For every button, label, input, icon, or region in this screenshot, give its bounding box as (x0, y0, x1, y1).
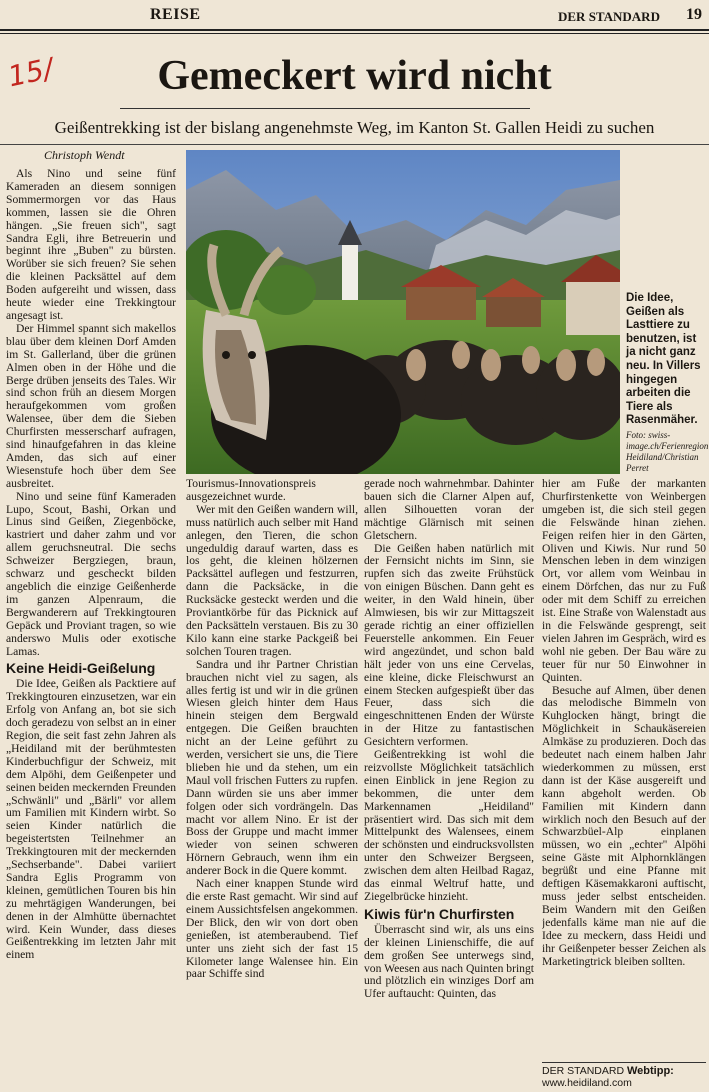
paragraph: hier am Fuße der markanten Churfirstenkette von Weinbergen umgeben ist, die sich steil gegen die Felswände hinan ziehen. Feigen reifen hier in den Gärten, Oliven und Kiwis. Nur rund 50 Menschen leben in dem winzigen Ort, vor allem vom Weinbau in einem Dörfchen, das nur zu Fuß oder mit dem Schiff zu erreichen ist. Eine Straße von Walenstadt aus in die Felswände gesprengt, seit vielen Jahren im Gespräch, wird es wohl nie geben. Der Bau wäre zu teuer für nur 50 Einwohner in Quinten. (542, 478, 706, 684)
goats-village-photo (186, 150, 620, 474)
byline: Christoph Wendt (44, 148, 125, 162)
webtip-url[interactable]: www.heidiland.com (542, 1077, 632, 1089)
header-rule-thin (0, 33, 709, 34)
newspaper-name: DER STANDARD (558, 9, 660, 24)
subheadline-rule (0, 144, 709, 145)
subheadline: Geißentrekking ist der bislang angenehmste Weg, im Kanton St. Gallen Heidi zu suchen (54, 118, 655, 137)
page-number: 19 (686, 6, 702, 23)
paragraph: Sandra und ihr Partner Christian brauchen nicht viel zu sagen, als alles fertig ist und wir in die grünen Wiesen gleich hinter dem Haus hinein steigen dem Bergwald entgegen. Die Geißen brauchten nicht an der Leine geführt zu werden, versichert sie uns, die Tiere blieben hie und da stehen, um ein Maul voll frischen Futters zu rupfen. Dann würden sie uns aber immer folgen oder sich vordrängeln. Das macht vor allem Nino. Er ist der Boss der Gruppe und macht immer wieder von seinen schweren Hörnern Gebrauch, wenn ihm ein anderer Bock in die Quere kommt. (186, 657, 358, 878)
webtip-label (542, 1065, 706, 1077)
section-heading: Kiwis für'n Churfirsten (364, 905, 515, 922)
page-header (0, 0, 709, 32)
paragraph: gerade noch wahrnehmbar. Dahinter bauen sich die Clarner Alpen auf, allen Silhouetten voran der mächtige Glärnisch mit seinen Gletschern. (364, 478, 534, 542)
webtip-paper: DER STANDARD (542, 1065, 625, 1077)
header-rule (0, 29, 709, 31)
handwritten-annotation: 15/ (5, 51, 57, 94)
paragraph: Besuche auf Almen, über denen das melodische Bimmeln von Kuhglocken hängt, bringt die Möglichkeit in Schaukäsereien Almkäse zu produzieren. Doch das bedeutet nach einem halben Jahr wiederkommen zu müssen, erst dann ist der Käse ausgereift und kann abgeholt werden. Ob Familien mit Kindern dann wirklich noch den Besuch auf der Schwarzbüel-Alp einplanen müssen, wo ein „echter" Alpöhi seine Gäste mit Alphornklängen begrüßt und eine Pfanne mit deftigen Käsemakkaroni auftischt, muss jeder selbst entscheiden. Beim Wandern mit den Geißen jedenfalls käme man nie auf die Idee zu meckern, dass Heidi und ihr Geißenpeter besser Zeichen als Marketingtrick bleiben sollten. (542, 683, 706, 968)
headline-rule (120, 108, 530, 109)
article-photo (186, 150, 620, 474)
article-column-4 (542, 478, 706, 1078)
paragraph: Der Himmel spannt sich makellos blau über dem kleinen Dorf Amden im St. Gallerland, über die grünen Almen oben in der Höhe und die Berge drüben jenseits des Tales. Wir sind schon früh an diesem Morgen heraufgekommen vom großen Walensee, über dem die Sieben Churfirsten messerscharf aufragen, sind hinaufgefahren in das kleine Amden, das sich auf einer Wiesenstufe hoch über dem See ausbreitet. (6, 321, 176, 490)
photo-caption: Die Idee, Geißen als Lasttiere zu benutzen, ist ja nicht ganz neu. In Villers hingegen arbeiten die Tiere als Rasenmäher. (626, 292, 701, 427)
paragraph: Wer mit den Geißen wandern will, muss natürlich auch selber mit Hand anlegen, den Tieren, die schon ungeduldig darauf warten, dass es los geht, die kleinen hölzernen Packsättel auflegen und festzurren, dann die Packsäcke, in die Rucksäcke gesteckt werden und die Proviantkörbe für das Picknick auf den Packsätteln verstauen. Bis zu 30 Kilo kann eine starke Packgeiß bei solchen Touren tragen. (186, 502, 358, 658)
paragraph: Überrascht sind wir, als uns eins der kleinen Linienschiffe, die auf dem großen See unterwegs sind, von Weesen aus nach Quinten bringt und plötzlich ein winziges Dorf am Ufer auftaucht: Quinten, das (364, 922, 534, 1001)
article-column-2 (186, 478, 358, 1088)
photo-credit: Foto: swiss-image.ch/Ferienregion Heidiland/Christian Perret (626, 430, 709, 473)
paragraph: Die Geißen haben natürlich mit der Fernsicht nichts im Sinn, sie rupfen sich das zweite Frühstück von einigen Büschen. Dann geht es weiter, in den Wald hinein, über Almwiesen, bis wir zur Mittagszeit gerade richtig an einer offiziellen Feuerstelle ankommen. Ein Feuer wird angezündet, und schon bald hält jeder von uns eine Cervelas, eine kleine, dicke Fleischwurst an einem Stecken aufgespießt über das Feuer, dass sich die eingeschnittenen Enden der Würste in der Hitze zu fantastischen Gesichtern verformen. (364, 541, 534, 749)
article-column-1 (6, 168, 176, 1088)
section-heading: Keine Heidi-Geißelung (6, 660, 156, 677)
paragraph: Nach einer knappen Stunde wird die erste Rast gemacht. Wir sind auf einem Aussichtsfelsen angekommen. Der Blick, den wir von dort oben genießen, ist atemberaubend. Tief unter uns zieht sich der fast 15 Kilometer lange Walensee hin. Ein paar Schiffe sind (186, 877, 358, 981)
paragraph: Tourismus-Innovationspreis ausgezeichnet wurde. (186, 478, 316, 503)
webtip-box (542, 1062, 706, 1089)
paragraph: Nino und seine fünf Kameraden Lupo, Scout, Bashi, Orkan und Linus sind Geißen, Ziegenböcke, kastriert und daher zahm und vor allem geruchsneutral. Die sechs Schweizer Bergziegen, braun, schwarz und gescheckt bilden angeblich die einzige Geißenherde im ganzen Alpenraum, die Bergwanderern auf Trekkingtouren Gepäck und Proviant tragen, so wie anderswo Mulis oder exotische Lamas. (6, 489, 176, 658)
paragraph: Geißentrekking ist wohl die reizvollste Möglichkeit tatsächlich einen Einblick in jene Region zu bekommen, die unter dem Markennamen „Heidiland" präsentiert wird. Das sich mit dem Mittelpunkt des Walensees, einem der schönsten und eindrucksvollsten unter den Schweizer Bergseen, zwischen dem alten Heilbad Ragaz, das einmal Weltruf hatte, und Ziegelbrücke hinzieht. (364, 748, 534, 903)
article-column-3 (364, 478, 534, 1088)
headline: Gemeckert wird nicht (157, 53, 552, 99)
paragraph: Die Idee, Geißen als Packtiere auf Trekkingtouren einzusetzen, war ein Erfolg von Anfang an, bot sie sich doch geradezu von selbst an in einer Region, die seit fast zehn Jahren als „Heidiland mit der berühmtesten Kinderbuchfigur der Schweiz, mit dem Alpöhi, dem Geißenpeter und seinen beiden meckernden Freunden „Schwänli" und „Bärli" vor allem um Familien mit Kindern wirbt. So seien Kinder natürlich die begeistertsten Teilnehmer an Trekkingtouren mit der meckernden „Sechserbande". Dabei variiert Sandra Eglis Programm von kleinen, gemütlichen Touren bis hin zu mehrtägigen Wanderungen, bei denen in der Almhütte übernachtet wird. Kein Wunder, dass dieses Geißentrekking im letzten Jahr mit einem (6, 677, 176, 962)
webtip-title: Webtipp: (626, 1065, 674, 1077)
paragraph: Als Nino und seine fünf Kameraden an diesem sonnigen Sommermorgen vor das Haus kommen, lassen sie die Ohren hängen. „Sie freuen sich", sagt Sandra Egli, ihre Betreuerin und beginnt ihre „Buben" zu bürsten. Worüber sie sich freuen? Sie sehen die kleinen Packsättel auf dem Boden aufgereiht und wissen, dass heute wieder eine Trekkingtour angesagt ist. (6, 168, 176, 322)
section-name: REISE (150, 6, 201, 23)
